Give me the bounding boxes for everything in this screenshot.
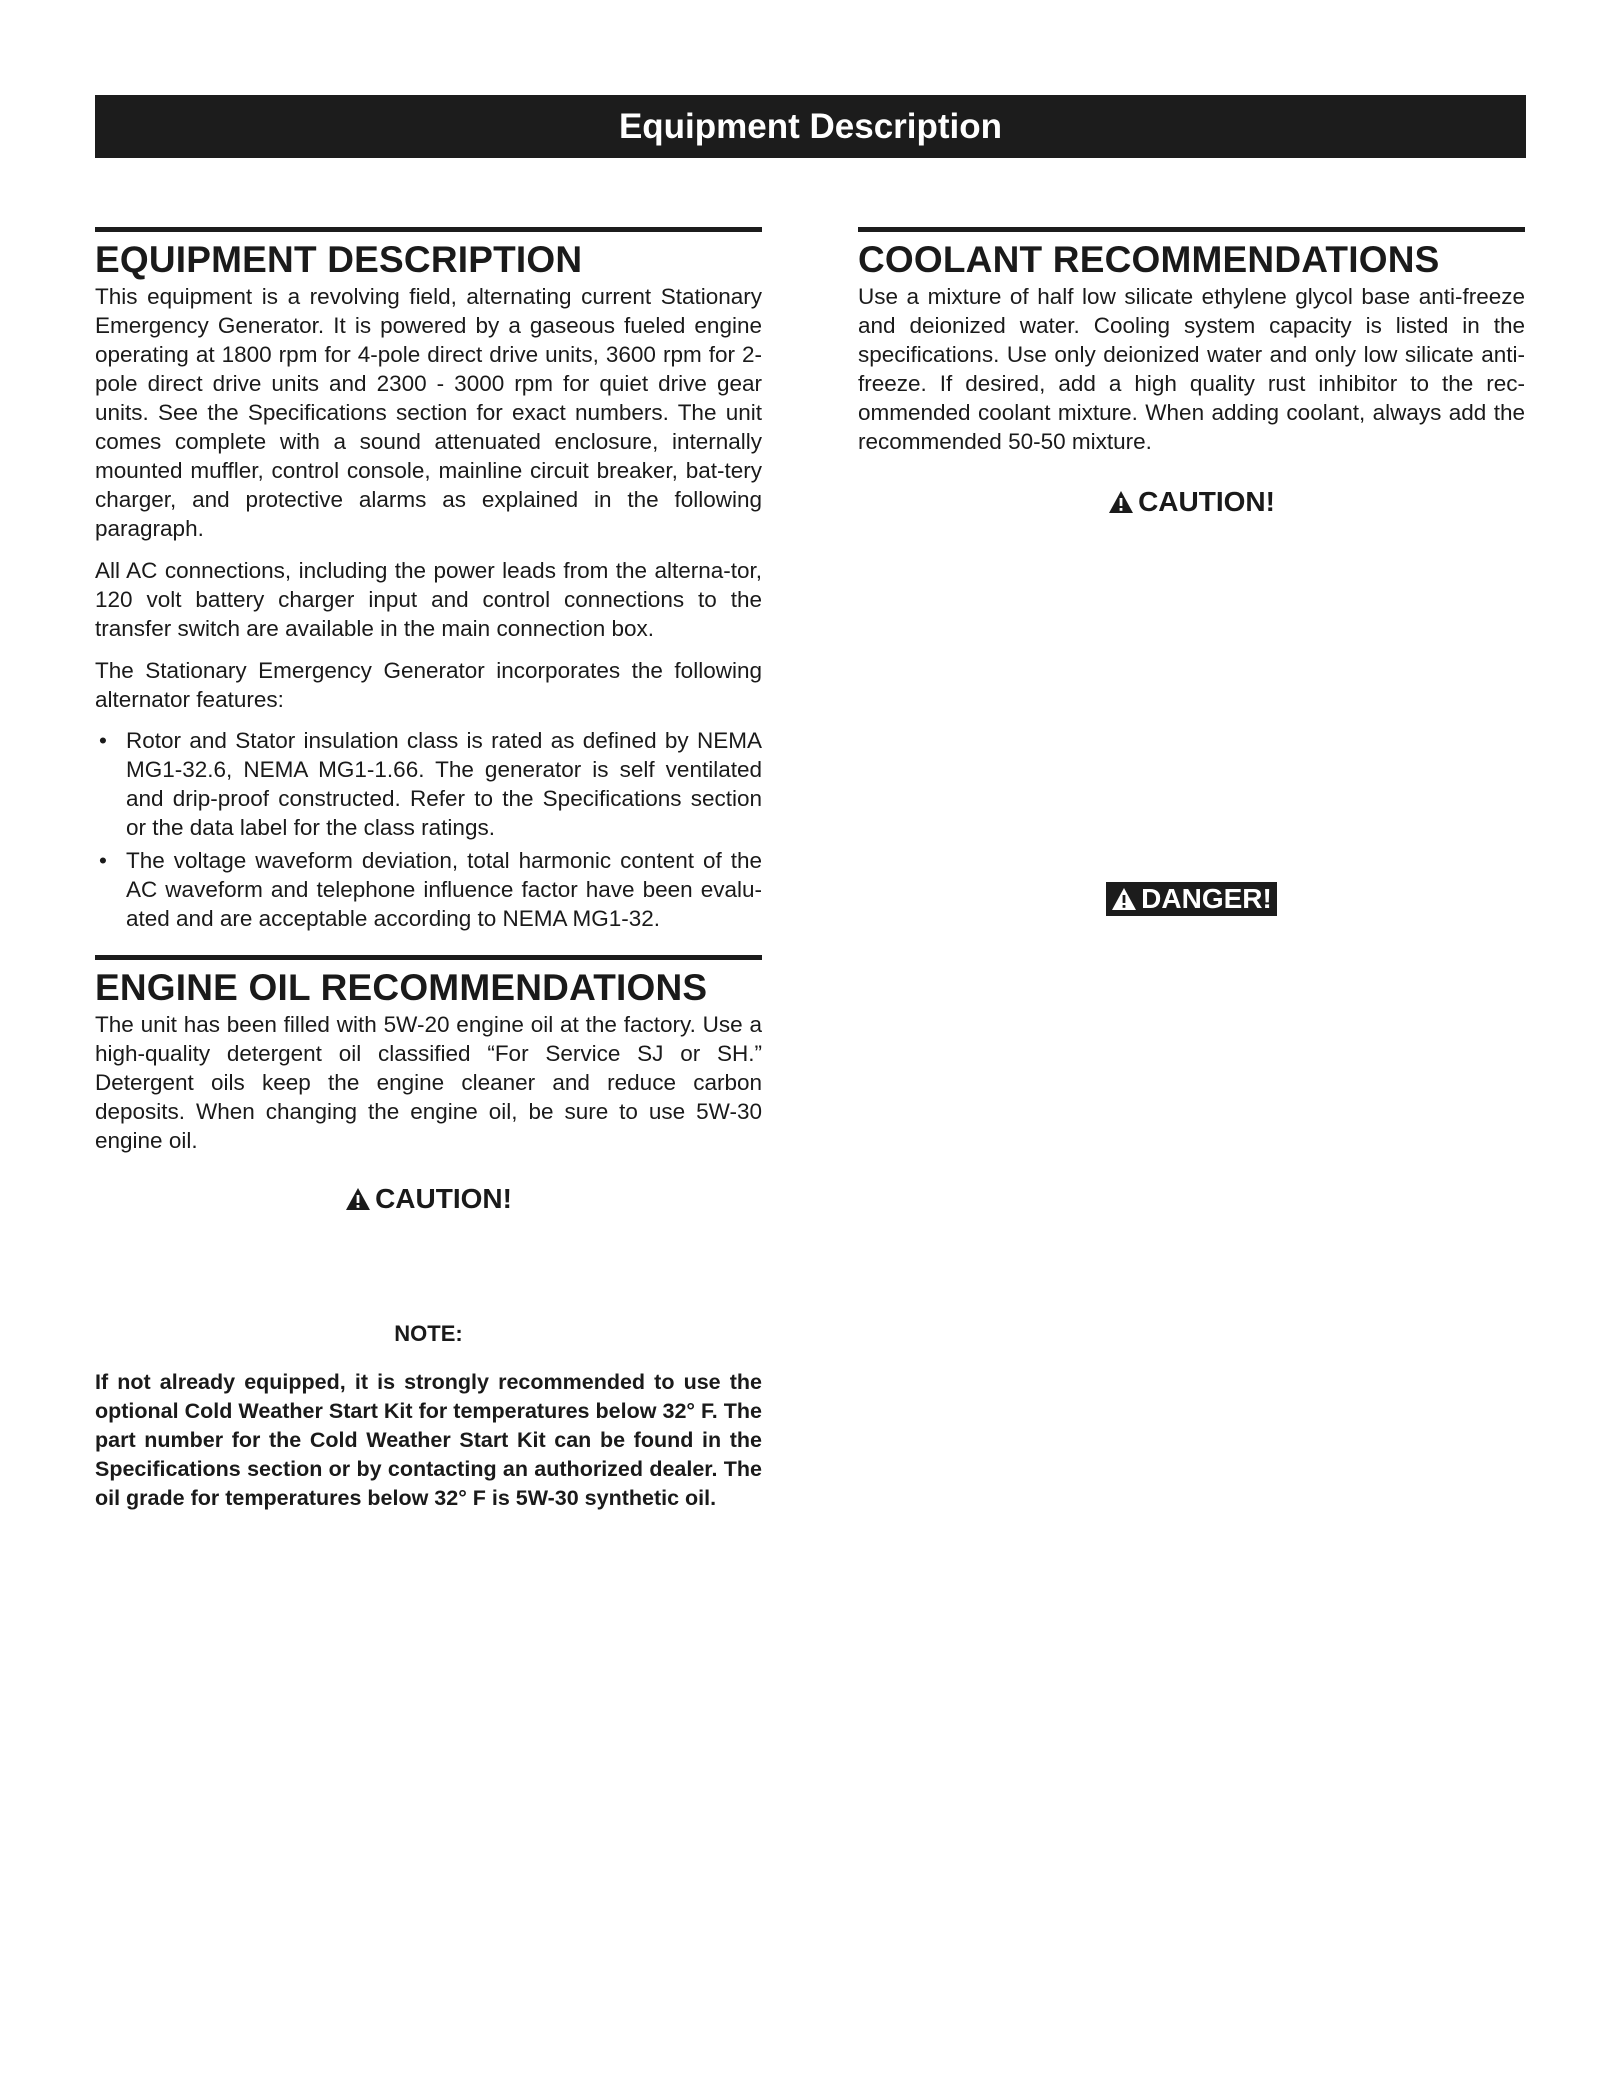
section-rule [95, 227, 762, 232]
section-title: EQUIPMENT DESCRIPTION [95, 239, 583, 280]
coolant-section [858, 227, 1525, 916]
section-rule [858, 227, 1525, 232]
engine-oil-section [95, 955, 762, 1513]
note-label: NOTE: [394, 1321, 463, 1346]
bullet-icon: • [99, 728, 107, 753]
paragraph: The unit has been filled with 5W-20 engine oil at the factory. Use a high-quality detergent oil classified “For Service SJ or SH.” Detergent oils keep the engine cleaner and reduce carbon deposits. When changing the engine oil, be sure to use 5W-30 engine oil. [95, 1012, 762, 1153]
caution-signal [95, 1183, 762, 1215]
caution-label: CAUTION! [375, 1183, 512, 1214]
caution-label: CAUTION! [1138, 486, 1275, 517]
paragraph: Use a mixture of half low silicate ethylene glycol base anti-freeze and deionized water. Cooling system capacity is listed in the specifications. Use only deionized water and only low silicate anti-freeze. If desired, add a high quality rust inhibitor to the rec-ommended coolant mixture. When adding coolant, always add the recommended 50-50 mixture. [858, 284, 1525, 454]
warning-triangle-icon [1111, 887, 1137, 911]
note-text: If not already equipped, it is strongly recommended to use the optional Cold Weather Start Kit for temperatures below 32° F. The part number for the Cold Weather Start Kit can be found in the Specifications section or by contacting an authorized dealer. The oil grade for temperatures below 32° F is 5W-30 synthetic oil. [95, 1370, 762, 1510]
list-item [95, 726, 762, 842]
list-item-text: The voltage waveform deviation, total harmonic content of the AC waveform and telephone influence factor have been evalu-ated and are acceptable according to NEMA MG1-32. [126, 848, 762, 931]
equipment-description-section [95, 227, 762, 933]
danger-label: DANGER! [1141, 883, 1272, 914]
paragraph: All AC connections, including the power leads from the alterna-tor, 120 volt battery charger input and control connections to the transfer switch are available in the main connection box. [95, 558, 762, 641]
right-column [858, 227, 1525, 916]
list-item [95, 846, 762, 933]
page-header-title: Equipment Description [618, 106, 1003, 146]
warning-triangle-icon [345, 1187, 371, 1211]
left-column [95, 227, 762, 1513]
warning-triangle-icon [1108, 490, 1134, 514]
bullet-icon: • [99, 848, 107, 873]
caution-signal [858, 486, 1525, 518]
paragraph: This equipment is a revolving field, alternating current Stationary Emergency Generator. It is powered by a gaseous fueled engine operating at 1800 rpm for 4-pole direct drive units, 3600 rpm for 2-pole direct drive units and 2300 - 3000 rpm for quiet drive gear units. See the Specifications section for exact numbers. The unit comes complete with a sound attenuated enclosure, internally mounted muffler, control console, mainline circuit breaker, bat-tery charger, and protective alarms as explained in the following paragraph. [95, 284, 762, 541]
feature-list [95, 726, 762, 933]
section-title: COOLANT RECOMMENDATIONS [858, 239, 1440, 280]
list-item-text: Rotor and Stator insulation class is rated as defined by NEMA MG1-32.6, NEMA MG1-1.66. The generator is self ventilated and drip-proof constructed. Refer to the Specifications section or the data label for the class ratings. [126, 728, 762, 840]
section-title: ENGINE OIL RECOMMENDATIONS [95, 967, 708, 1008]
page-header-banner [95, 95, 1526, 158]
paragraph: The Stationary Emergency Generator incorporates the following alternator features: [95, 658, 762, 712]
section-rule [95, 955, 762, 960]
note-block [95, 1319, 762, 1513]
danger-signal [858, 882, 1525, 916]
